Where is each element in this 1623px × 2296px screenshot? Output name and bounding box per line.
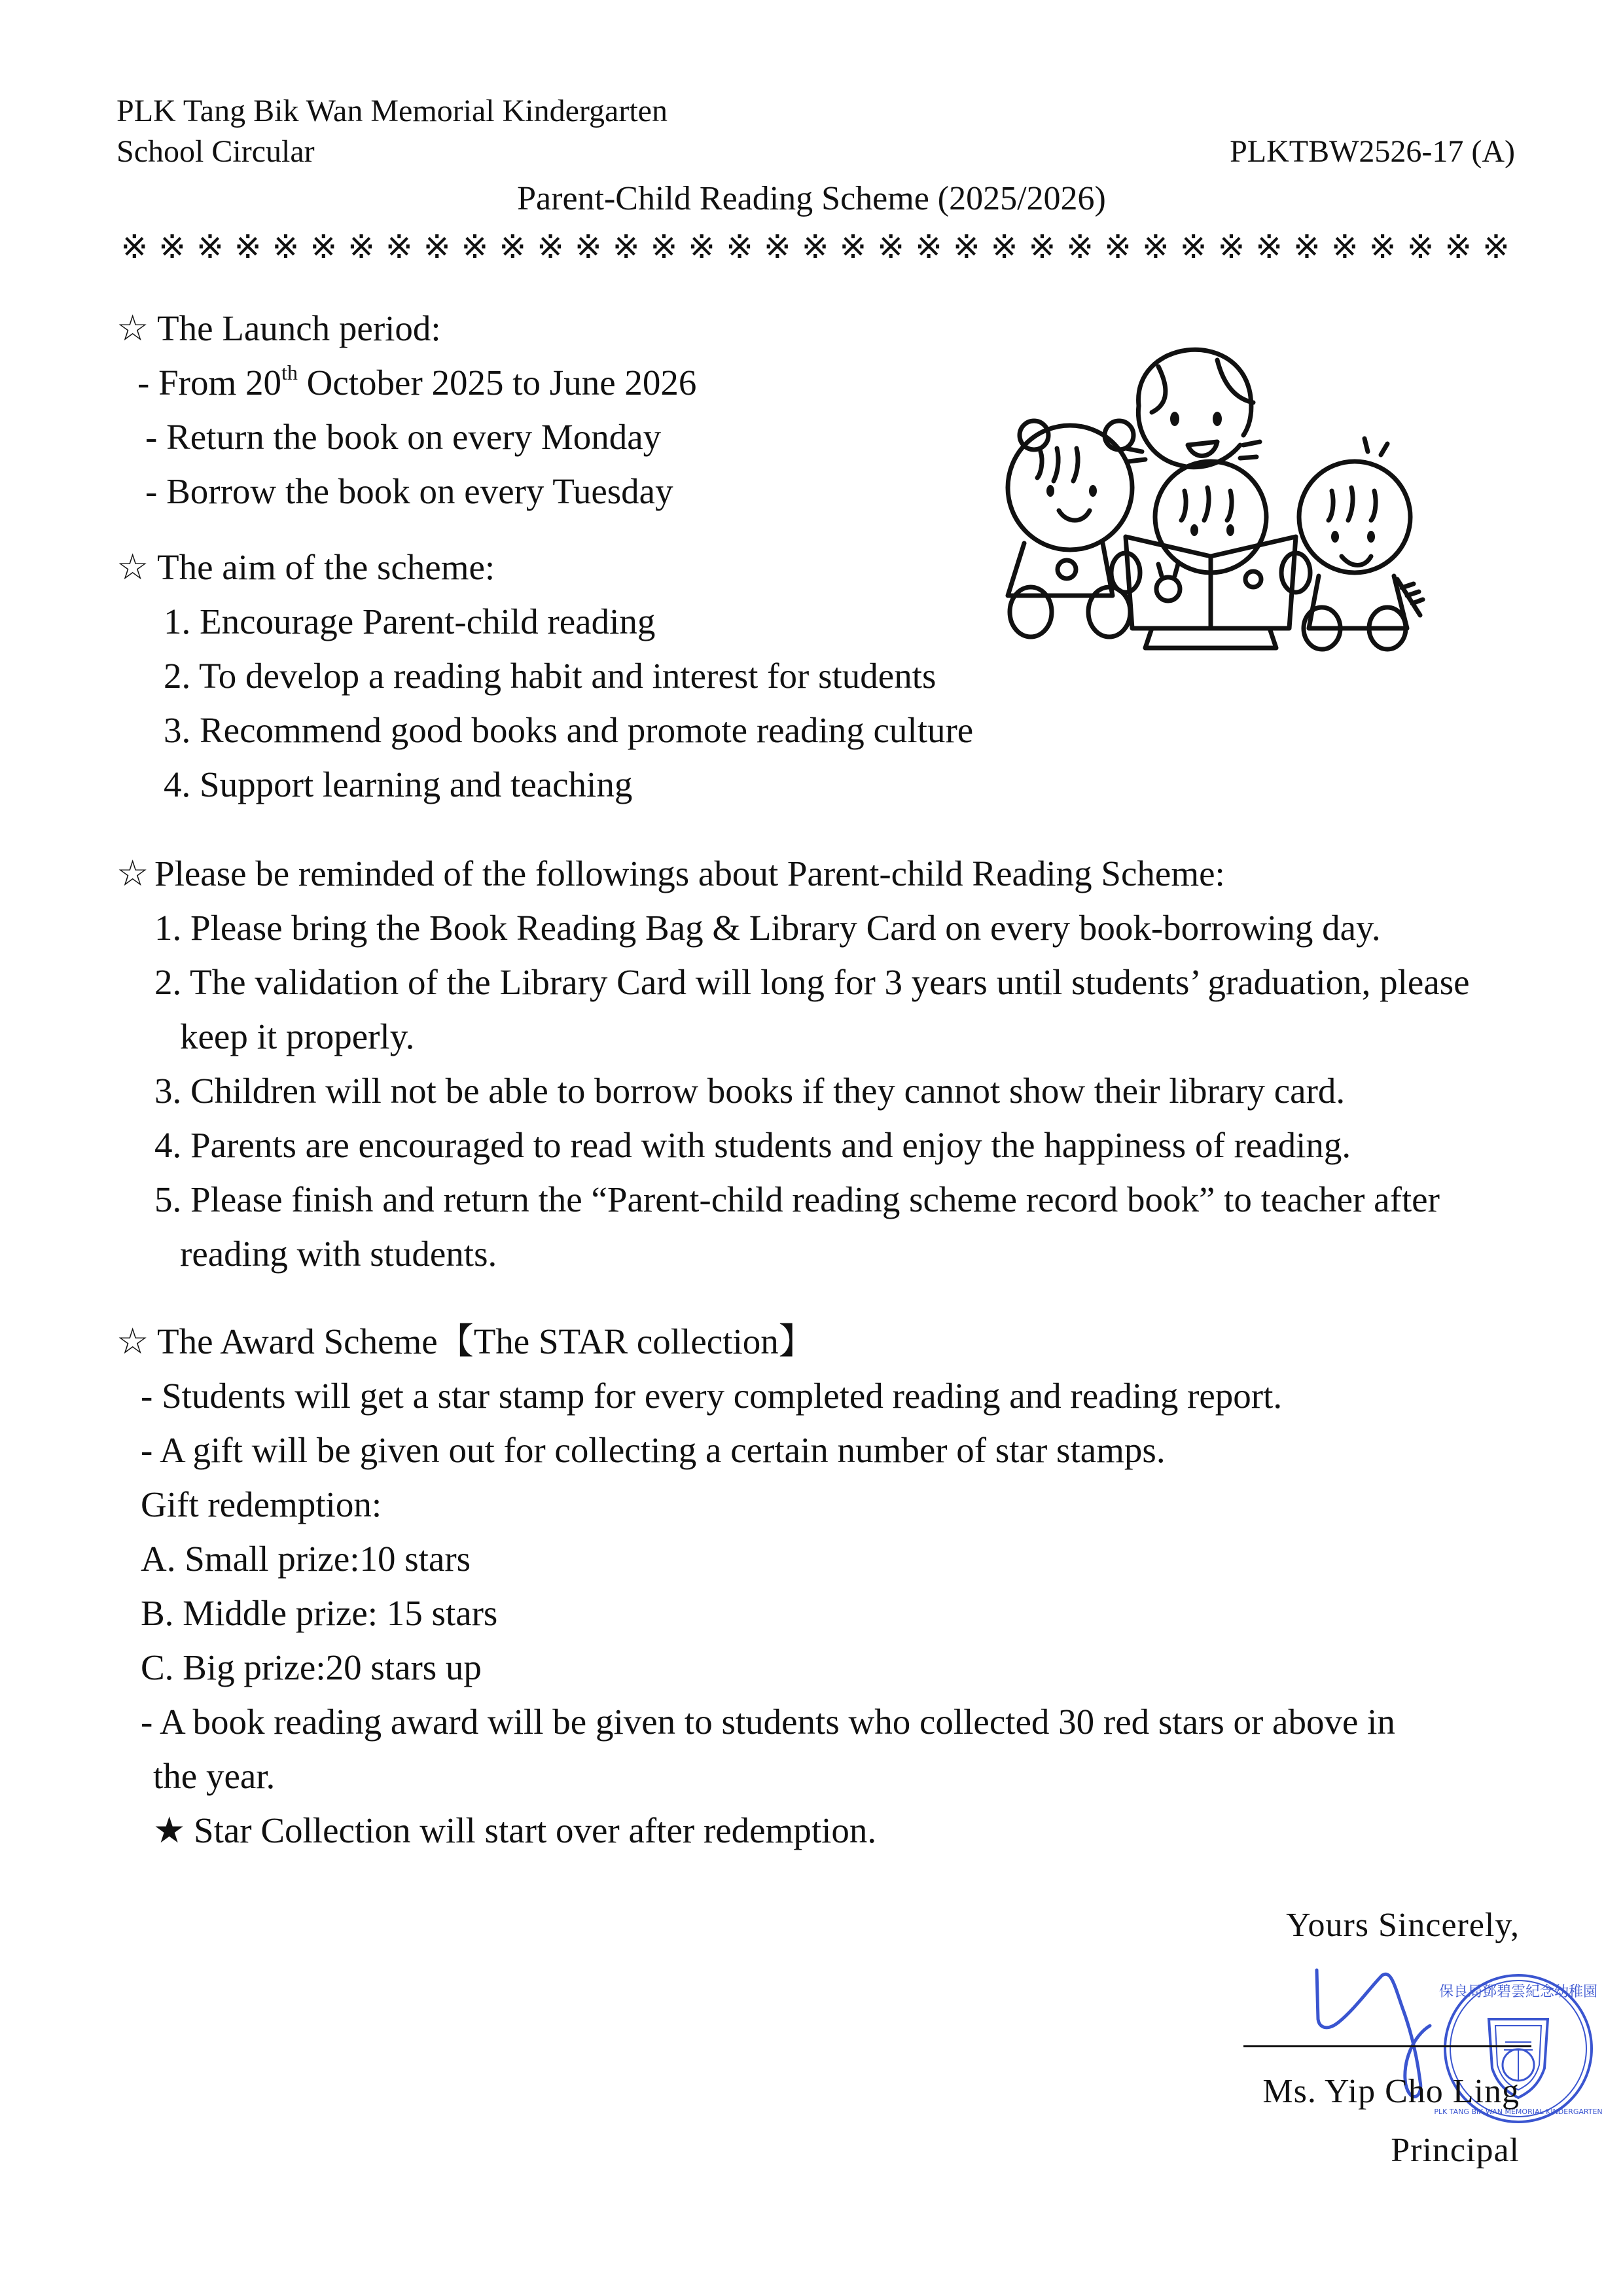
separator-mark-icon: ※ — [763, 228, 793, 265]
prize-small: A. Small prize:10 stars — [141, 1539, 471, 1579]
separator-mark-icon: ※ — [348, 228, 378, 265]
separator-mark-icon: ※ — [1482, 228, 1512, 265]
award-line: - Students will get a star stamp for every completed reading and reading report. — [141, 1376, 1283, 1416]
separator-mark-icon: ※ — [1028, 228, 1058, 265]
separator-mark-icon: ※ — [1444, 228, 1474, 265]
closing-salutation: Yours Sincerely, — [1286, 1907, 1520, 1944]
signatory-role: Principal — [1391, 2132, 1520, 2169]
star-collection-note: ★ Star Collection will start over after redemption. — [153, 1810, 877, 1850]
document-code: PLKTBW2526-17 (A) — [1230, 134, 1515, 169]
section-launch-heading: ☆ The Launch period: — [116, 308, 441, 348]
separator-mark-icon: ※ — [1104, 228, 1134, 265]
section-reminders-heading: ☆ Please be reminded of the followings about Parent-child Reading Scheme: — [116, 853, 1225, 893]
separator-mark-icon: ※ — [499, 228, 529, 265]
award-line: - A gift will be given out for collecting a certain number of star stamps. — [141, 1430, 1166, 1470]
star-outline-icon: ☆ — [116, 308, 149, 348]
page-title: Parent-Child Reading Scheme (2025/2026) — [517, 180, 1106, 217]
aim-item: 4. Support learning and teaching — [164, 764, 633, 804]
reminder-item-continuation: keep it properly. — [180, 1016, 415, 1056]
separator-mark-icon: ※ — [1406, 228, 1436, 265]
reminder-item: 5. Please finish and return the “Parent-child reading scheme record book” to teacher after — [154, 1179, 1440, 1219]
signature-line — [1243, 2045, 1531, 2047]
separator-mark-icon: ※ — [461, 228, 491, 265]
separator-mark-icon: ※ — [310, 228, 340, 265]
separator-mark-icon: ※ — [158, 228, 188, 265]
section-aim-heading: ☆ The aim of the scheme: — [116, 547, 495, 587]
return-day: - Return the book on every Monday — [145, 417, 662, 457]
separator-line — [116, 230, 1516, 263]
separator-mark-icon: ※ — [1141, 228, 1171, 265]
separator-mark-icon: ※ — [537, 228, 567, 265]
star-outline-icon: ☆ — [116, 853, 149, 893]
separator-mark-icon: ※ — [196, 228, 226, 265]
separator-mark-icon: ※ — [234, 228, 264, 265]
girl-figure — [1008, 421, 1133, 637]
boy-figure — [1299, 439, 1423, 649]
reminder-item: 4. Parents are encouraged to read with students and enjoy the happiness of reading. — [154, 1125, 1351, 1165]
aim-item: 3. Recommend good books and promote reading culture — [164, 710, 974, 750]
separator-mark-icon: ※ — [574, 228, 605, 265]
separator-mark-icon: ※ — [1217, 228, 1247, 265]
separator-mark-icon: ※ — [688, 228, 718, 265]
book-award-line: - A book reading award will be given to students who collected 30 red stars or above in — [141, 1702, 1395, 1742]
separator-mark-icon: ※ — [1368, 228, 1399, 265]
separator-mark-icon: ※ — [839, 228, 869, 265]
stamp-text-top: 保良局鄧碧雲紀念幼稚園 — [1438, 1984, 1598, 2000]
separator-mark-icon: ※ — [650, 228, 680, 265]
stamp-text-bottom: PLK TANG BIK WAN MEMORIAL KINDERGARTEN — [1434, 2108, 1603, 2116]
separator-mark-icon: ※ — [272, 228, 302, 265]
gift-redemption-label: Gift redemption: — [141, 1484, 382, 1524]
prize-middle: B. Middle prize: 15 stars — [141, 1593, 498, 1633]
separator-mark-icon: ※ — [1330, 228, 1361, 265]
reminder-item-continuation: reading with students. — [180, 1234, 497, 1274]
borrow-day: - Borrow the book on every Tuesday — [145, 471, 673, 511]
reminder-item: 2. The validation of the Library Card will long for 3 years until students’ graduation, please — [154, 962, 1470, 1002]
separator-mark-icon: ※ — [952, 228, 982, 265]
separator-mark-icon: ※ — [726, 228, 756, 265]
star-outline-icon: ☆ — [116, 1321, 149, 1361]
adult-figure — [1126, 350, 1260, 467]
separator-mark-icon: ※ — [423, 228, 453, 265]
separator-mark-icon: ※ — [877, 228, 907, 265]
parent-child-reading-illustration — [962, 321, 1459, 655]
separator-mark-icon: ※ — [120, 228, 151, 265]
school-name: PLK Tang Bik Wan Memorial Kindergarten — [116, 94, 668, 128]
separator-mark-icon: ※ — [1255, 228, 1285, 265]
section-award-heading: ☆ The Award Scheme【The STAR collection】 — [116, 1321, 815, 1361]
book-award-continuation: the year. — [153, 1756, 276, 1796]
reading-child-figure — [1111, 461, 1310, 648]
document-type: School Circular — [116, 134, 315, 169]
separator-mark-icon: ※ — [1179, 228, 1209, 265]
star-filled-icon: ★ — [153, 1810, 186, 1850]
separator-mark-icon: ※ — [990, 228, 1020, 265]
prize-big: C. Big prize:20 stars up — [141, 1647, 482, 1687]
separator-mark-icon: ※ — [915, 228, 945, 265]
star-outline-icon: ☆ — [116, 547, 149, 587]
aim-item: 2. To develop a reading habit and interest for students — [164, 656, 936, 696]
separator-mark-icon: ※ — [1293, 228, 1323, 265]
separator-mark-icon: ※ — [385, 228, 416, 265]
separator-mark-icon: ※ — [801, 228, 831, 265]
aim-item: 1. Encourage Parent-child reading — [164, 601, 656, 641]
separator-mark-icon: ※ — [1066, 228, 1096, 265]
signatory-name: Ms. Yip Cho Ling — [1262, 2073, 1520, 2110]
reminder-item: 3. Children will not be able to borrow books if they cannot show their library card. — [154, 1071, 1346, 1111]
reminder-item: 1. Please bring the Book Reading Bag & Library Card on every book-borrowing day. — [154, 908, 1381, 948]
separator-mark-icon: ※ — [612, 228, 642, 265]
launch-period-dates: - From 20th October 2025 to June 2026 — [137, 361, 697, 403]
